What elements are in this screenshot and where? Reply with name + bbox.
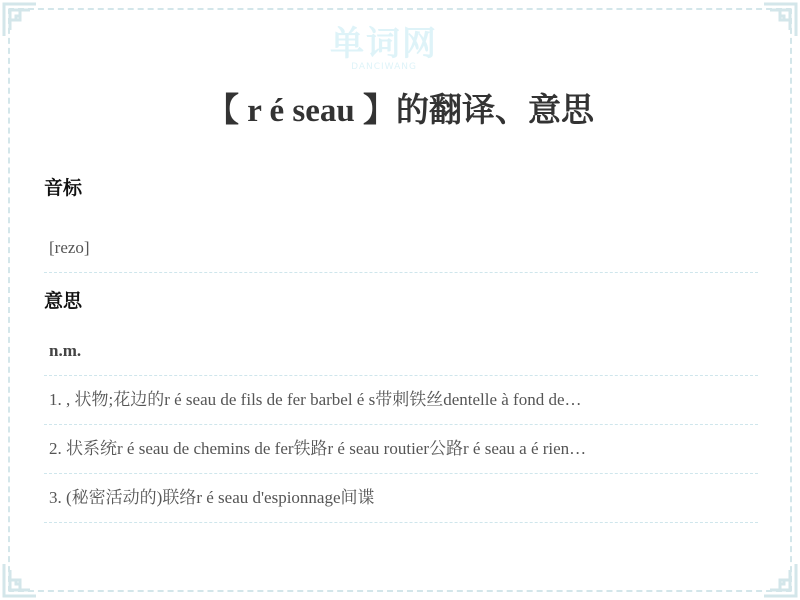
phonetic-value: [rezo]: [44, 224, 758, 273]
meaning-heading: 意思: [44, 290, 83, 312]
corner-ornament-icon: [0, 560, 40, 600]
meaning-item-3: 3. (秘密活动的)联络r é seau d'espionnage间谍: [44, 474, 758, 523]
phonetic-heading: 音标: [44, 177, 83, 199]
corner-ornament-icon: [760, 0, 800, 40]
corner-ornament-icon: [760, 560, 800, 600]
site-logo: [320, 16, 448, 80]
logo-subtext: DANCIWANG: [351, 62, 417, 72]
part-of-speech: n.m.: [44, 327, 758, 376]
meaning-item-1: 1. , 状物;花边的r é seau de fils de fer barbel é s带刺铁丝dentelle à fond de…: [44, 376, 758, 425]
page-title: 【 r é seau 】的翻译、意思: [205, 93, 595, 129]
corner-ornament-icon: [0, 0, 40, 40]
entry-content: [44, 168, 758, 523]
meaning-item-2: 2. 状系统r é seau de chemins de fer铁路r é seau routier公路r é seau a é rien…: [44, 425, 758, 474]
logo-text: 单词网: [330, 24, 438, 64]
